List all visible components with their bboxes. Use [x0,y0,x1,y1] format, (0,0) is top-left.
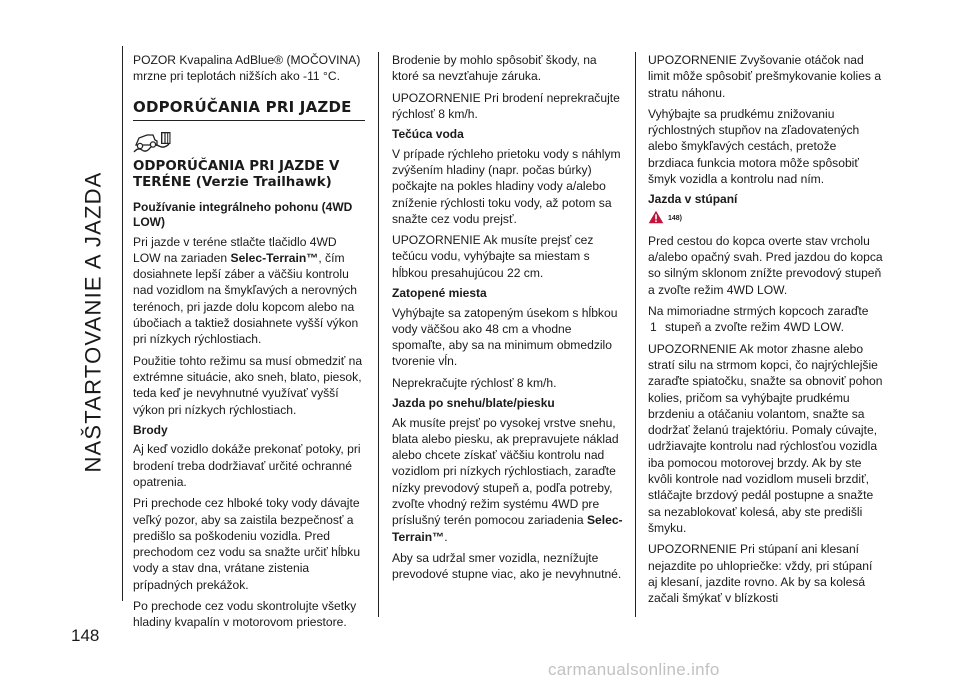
notice-brodenie-speed: UPOZORNENIE Pri brodení neprekračujte rýchlosť 8 km/h. [392,90,620,121]
selec-terrain-term: Selec-Terrain™ [392,513,623,544]
paragraph-speed-limit: Neprekračujte rýchlosť 8 km/h. [392,375,557,390]
warning-adblue-text: POZOR Kvapalina AdBlue® (MOČOVINA) mrzne pri teplotách nižších ako -11 °C. [133,53,361,84]
column-3 [648,52,883,611]
paragraph-stupani: Pred cestou do kopca overte stav vrcholu a/alebo opačný svah. Pred jazdou do kopca so silným sklonom znížte prevodový stupeň a zvoľte režim 4WD LOW. [648,233,883,297]
column-divider-2 [635,52,636,617]
column-2 [392,52,624,588]
paragraph-tecuca-voda: V prípade rýchleho prietoku vody s náhlym zvýšením hladiny (napr. počas búrky) počkajte na pokles hladiny vody a/alebo zníženie rýchlosti toku vody, až potom sa snažte cez vodu prejsť. [392,146,621,226]
paragraph-4wd-usage: Použitie tohto režimu sa musí obmedziť na extrémne situácie, ako sneh, blato, piesok, teda keď je nevyhnutné využívať vyšší výkon pri nízkych rýchlostiach. [133,353,363,417]
warning-triangle-icon [648,210,664,228]
heading-tecuca-voda: Tečúca voda [392,127,464,142]
column-divider-1 [378,52,379,617]
offroad-vehicle-icon [133,129,365,155]
heading-4wd-low: Používanie integrálneho pohonu (4WD LOW) [133,199,353,230]
selec-terrain-term: Selec-Terrain™ [230,250,319,265]
chapter-title-vertical [66,44,121,599]
paragraph-warranty: Brodenie by mohlo spôsobiť škody, na ktoré sa nevzťahuje záruka. [392,53,597,84]
heading-sneh-blato-piesok: Jazda po snehu/blate/piesku [392,396,555,411]
notice-tecuca-voda-depth: UPOZORNENIE Ak musíte prejsť cez tečúcu vodu, vyhýbajte sa miestam s hĺbkou presahujúcou 22 cm. [392,233,594,280]
paragraph-direction: Aby sa udržal smer vozidla, neznížujte prevodové stupne viac, ako je nevyhnutné. [392,550,622,582]
paragraph-brody-3: Po prechode cez vodu skontrolujte všetky hladiny kvapalín v motorovom priestore. [133,599,357,630]
warning-reference [648,211,883,227]
paragraph-downshift: Vyhýbajte sa prudkému znižovaniu rýchlostných stupňov na zľadovatených alebo šmykľavých cestách, pretože brzdiaca funkcia motora môže spôsobiť šmyk vozidla a kontrolu nad ním. [648,106,860,187]
side-divider [122,46,123,601]
heading-zatopene-miesta: Zatopené miesta [392,286,487,301]
warning-reference-number: 148) [668,214,683,222]
subsection-title: ODPORÚČANIA PRI JAZDE V TERÉNE (Verzie Trailhawk) [133,158,340,191]
paragraph-zatopene-miesta: Vyhýbajte sa zatopeným úsekom s hĺbkou vody väčšou ako 48 cm a vhodne spomaľte, aby sa na minimum obmedzilo tvorenie vĺn. [392,305,618,369]
gear-number: 1 [650,320,657,335]
notice-engine-stall: UPOZORNENIE Ak motor zhasne alebo stratí silu na strmom kopci, čo najrýchlejšie zaraďte spiatočku, snažte sa obnoviť pohon kolies, pričom sa vyhýbajte prudkému brzdeniu a otáčaniu volantom, snažte sa dodržať želanú trajektóriu. Pomaly cúvajte, udržiavajte kontrolu nad rýchlosťou vozidla iba pomocou motorovej brzdy. Ak by ste kvôli kontrole nad vozidlom museli brzdiť, stláčajte brzdový pedál postupne a snažte sa nezablokovať kolesá, aby ste predišli šmyku. [648,341,883,535]
paragraph-steep-hills: Na mimoriadne strmých kopcoch zaraďte 1 stupeň a zvoľte režim 4WD LOW. [648,304,869,335]
page-number: 148 [71,626,100,645]
watermark: carmanualsonline.info [548,660,720,679]
chapter-title: NAŠTARTOVANIE A JAZDA [80,170,106,473]
paragraph-brody-2: Pri prechode cez hlboké toky vody dávajte veľký pozor, aby sa zaistila bezpečnosť a predišlo sa poškodeniu vozidla. Pred prechodom cez vodu sa snažte určiť hĺbku vody a stav dna, vrátane zistenia prípadných prekážok. [133,496,361,592]
section-title: ODPORÚČANIA PRI JAZDE [133,98,365,121]
paragraph-sneh-blato-piesok: Ak musíte prejsť po vysokej vrstve snehu, blata alebo piesku, ak prepravujete náklad alebo chcete získať väčšiu kontrolu nad vozidlom pri nízkych rýchlostiach, zaraďte nízky prevodový stupeň a, podľa potreby, zvoľte vhodný režim systému 4WD pre príslušný terén pomocou zariadenia Selec-Terrain™. [392,415,623,544]
column-1 [133,52,365,636]
heading-jazda-v-stupani: Jazda v stúpaní [648,192,738,207]
notice-overspeed: UPOZORNENIE Zvyšovanie otáčok nad limit môže spôsobiť prešmykovanie kolies a stratu náhonu. [648,53,882,100]
heading-brody: Brody [133,422,168,437]
paragraph-brody-1: Aj keď vozidlo dokáže prekonať potoky, pri brodení treba dodržiavať určité ochranné opatrenia. [133,442,361,489]
paragraph-4wd-low: Pri jazde v teréne stlačte tlačidlo 4WD LOW na zariaden Selec-Terrain™, čím dosiahnete lepší záber a väčšiu kontrolu nad vozidlom na šmykľavých a nerovných terénoch, pri jazde dolu kopcom alebo na úbočiach a taktiež dosiahnete vyšší výkon pri nízkych rýchlostiach. [133,234,359,347]
notice-diagonal: UPOZORNENIE Pri stúpaní ani klesaní nejazdite po uhlopriečke: vždy, pri stúpaní aj klesaní, jazdite rovno. Ak by sa kolesá začali šmýkať v blízkosti [648,542,873,606]
